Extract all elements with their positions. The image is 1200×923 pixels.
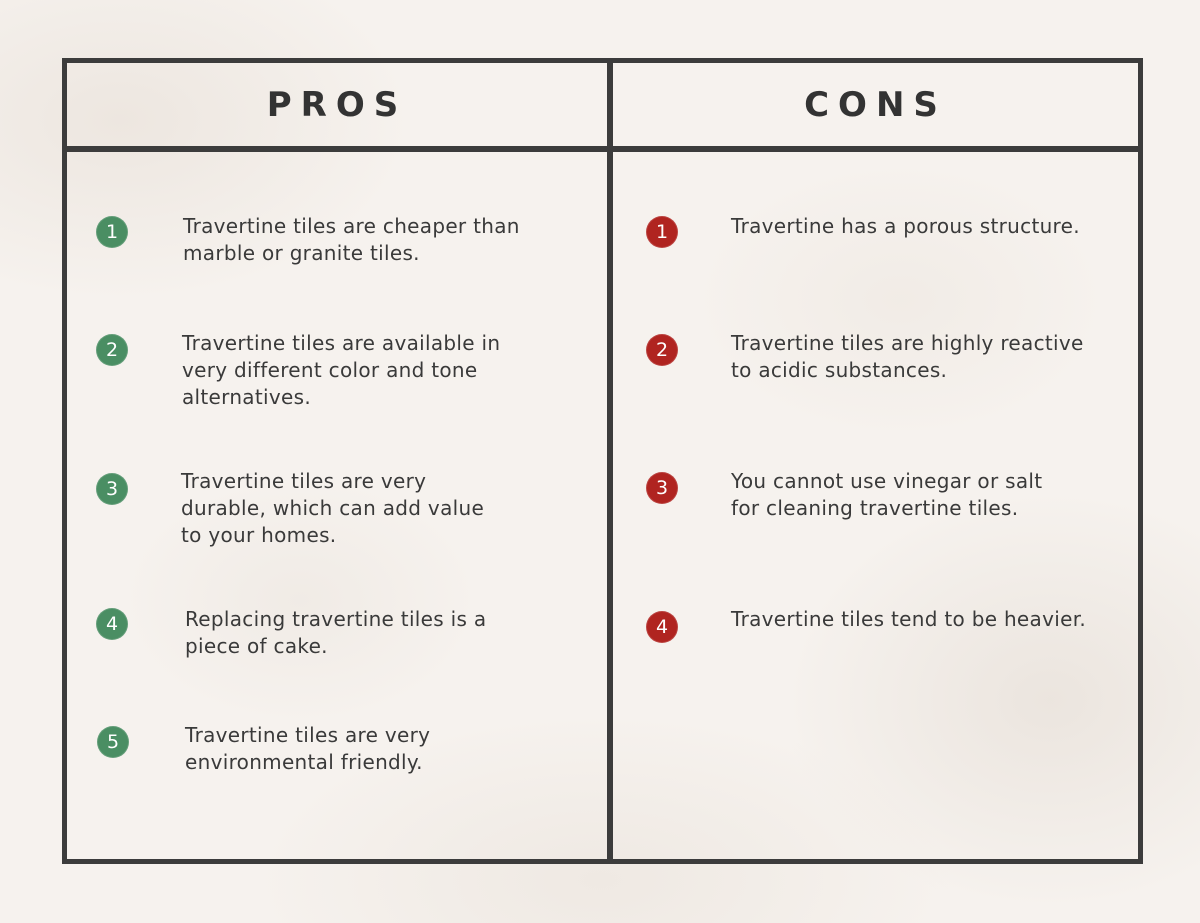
cons-item-text-2: Travertine tiles are highly reactive to acidic substances. (731, 331, 1084, 382)
cons-item-text-3: You cannot use vinegar or salt for cleaning travertine tiles. (731, 469, 1043, 520)
cons-number-badge-3: 3 (646, 472, 678, 504)
pros-item-text-1: Travertine tiles are cheaper than marble or granite tiles. (183, 214, 520, 265)
header-divider (67, 146, 1138, 152)
cons-heading: CONS (804, 84, 947, 125)
pros-number-badge-2: 2 (96, 334, 128, 366)
pros-number-badge-3: 3 (96, 473, 128, 505)
column-divider (607, 63, 613, 859)
pros-number-badge-4: 4 (96, 608, 128, 640)
pros-item-text-3: Travertine tiles are very durable, which can add value to your homes. (181, 469, 485, 547)
cons-item-text-4: Travertine tiles tend to be heavier. (731, 607, 1087, 631)
cons-number-badge-4: 4 (646, 611, 678, 643)
pros-number-badge-5: 5 (97, 726, 129, 758)
cons-item-text-1: Travertine has a porous structure. (731, 214, 1080, 238)
pros-heading: PROS (266, 84, 408, 125)
cons-number-badge-2: 2 (646, 334, 678, 366)
pros-item-text-4: Replacing travertine tiles is a piece of cake. (185, 607, 487, 658)
pros-number-badge-1: 1 (96, 216, 128, 248)
pros-item-text-5: Travertine tiles are very environmental friendly. (185, 723, 431, 774)
cons-number-badge-1: 1 (646, 216, 678, 248)
pros-item-text-2: Travertine tiles are available in very different color and tone alternatives. (182, 331, 501, 409)
